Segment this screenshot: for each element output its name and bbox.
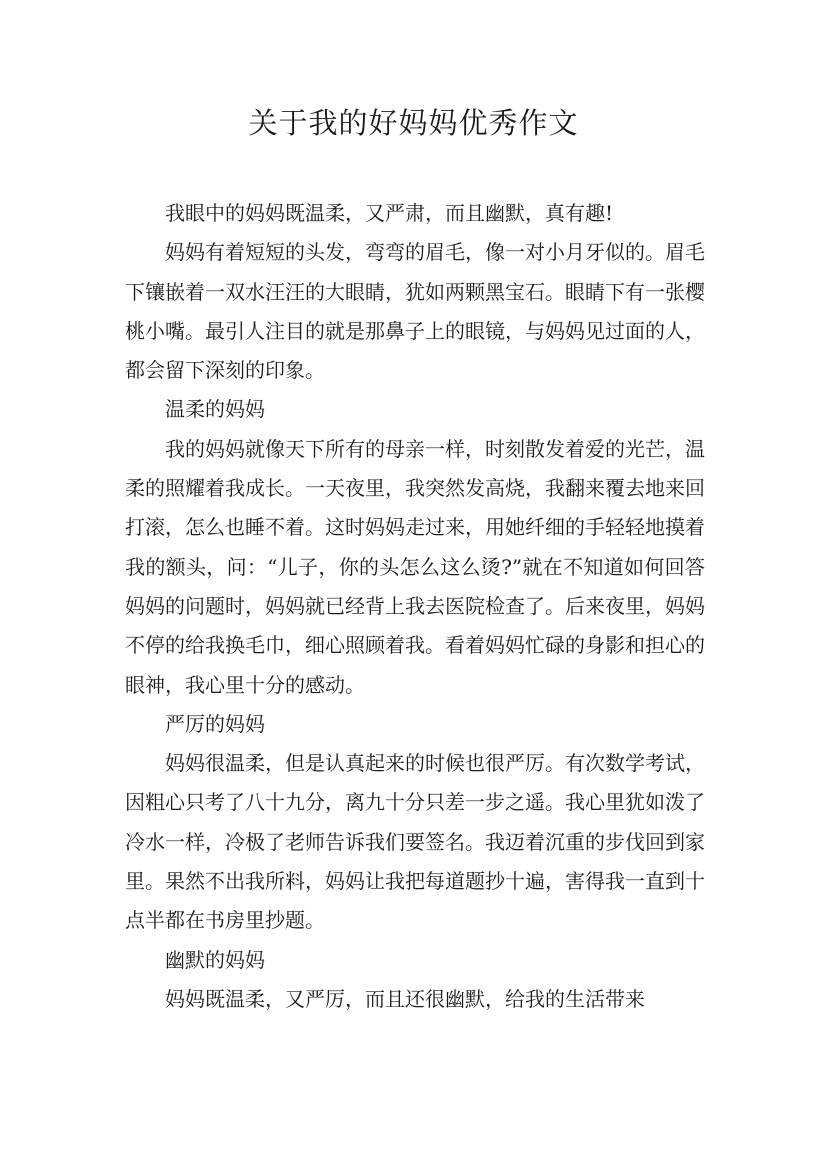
page-title: 关于我的好妈妈优秀作文 (248, 106, 579, 140)
paragraph-appearance: 妈妈有着短短的头发，弯弯的眉毛，像一对小月牙似的。眉毛下镶嵌着一双水汪汪的大眼睛，犹如两颗黑宝石。眼睛下有一张樱桃小嘴。最引人注目的就是那鼻子上的眼镜，与妈妈见过面的人，都会留下深刻的印象。 (125, 240, 705, 383)
paragraph-intro: 我眼中的妈妈既温柔，又严肃，而且幽默，真有趣! (165, 201, 614, 225)
section-heading-gentle: 温柔的妈妈 (165, 397, 265, 422)
section-heading-humorous: 幽默的妈妈 (165, 947, 265, 972)
essay-body (125, 194, 705, 1019)
paragraph-gentle: 我的妈妈就像天下所有的母亲一样，时刻散发着爱的光芒，温柔的照耀着我成长。一天夜里，我突然发高烧，我翻来覆去地来回打滚，怎么也睡不着。这时妈妈走过来，用她纤细的手轻轻地摸着我的额头，问：“儿子，你的头怎么这么烫?”就在不知道如何回答妈妈的问题时，妈妈就已经背上我去医院检查了。后来夜里，妈妈不停的给我换毛巾，细心照顾着我。看着妈妈忙碌的身影和担心的眼神，我心里十分的感动。 (125, 436, 705, 697)
paragraph-strict: 妈妈很温柔，但是认真起来的时候也很严厉。有次数学考试，因粗心只考了八十九分，离九十分只差一步之遥。我心里犹如泼了冷水一样，冷极了老师告诉我们要签名。我迈着沉重的步伐回到家里。果然不出我所料，妈妈让我把每道题抄十遍，害得我一直到十点半都在书房里抄题。 (125, 751, 705, 933)
paragraph-humorous: 妈妈既温柔，又严厉，而且还很幽默，给我的生活带来 (165, 986, 645, 1011)
section-heading-strict: 严厉的妈妈 (165, 711, 265, 736)
